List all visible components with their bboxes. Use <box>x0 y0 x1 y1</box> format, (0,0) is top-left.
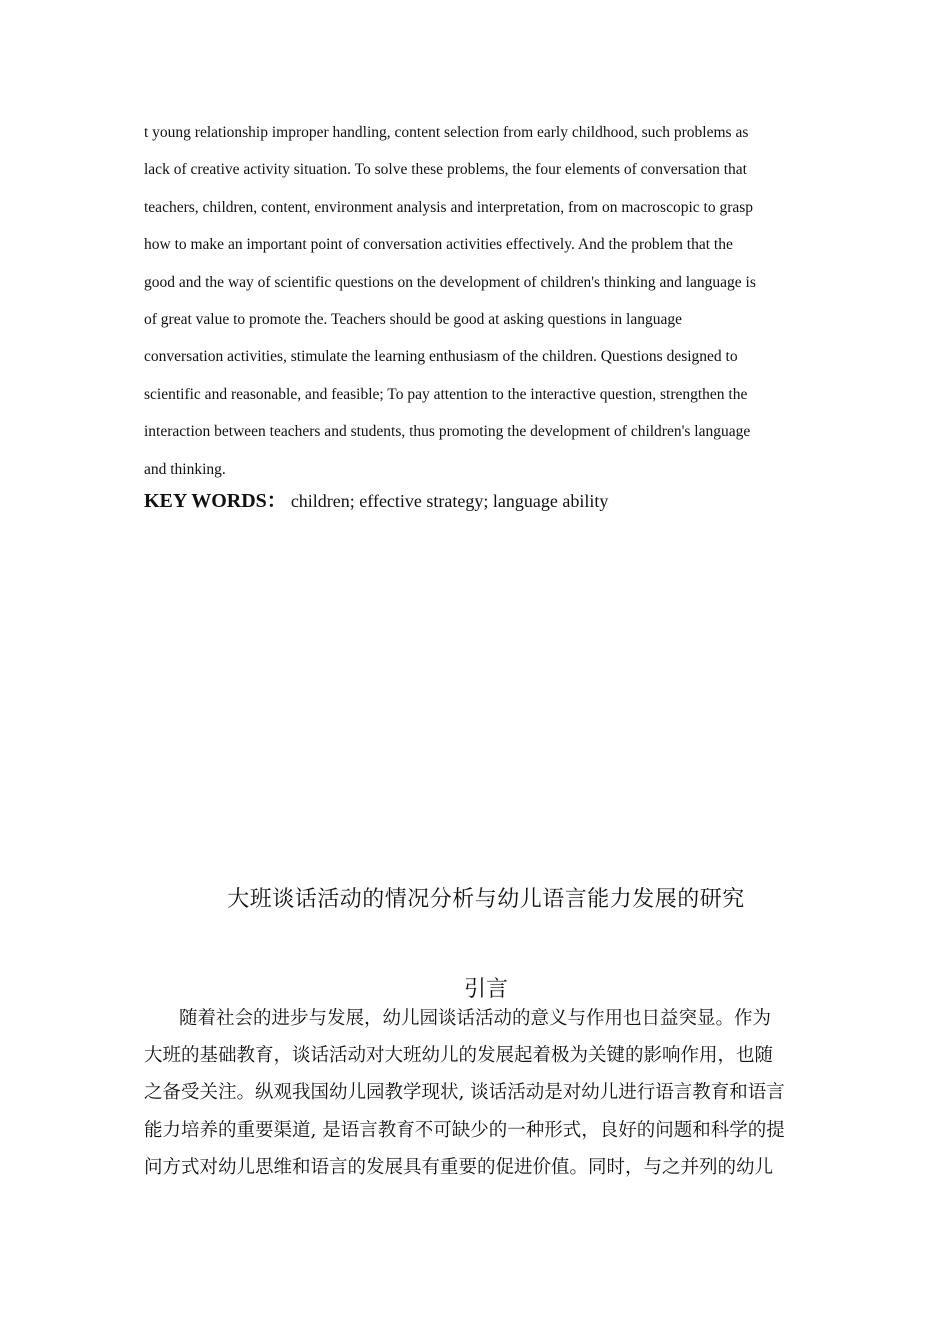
introduction-line: 能力培养的重要渠道, 是语言教育不可缺少的一种形式，良好的问题和科学的提 <box>144 1119 785 1141</box>
keywords-line <box>144 484 812 513</box>
abstract-line: teachers, children, content, environment analysis and interpretation, from on macroscopic to grasp <box>144 198 754 216</box>
abstract-line: t young relationship improper handling, content selection from early childhood, such problems as <box>144 124 749 141</box>
introduction-line: 随着社会的进步与发展，幼儿园谈话活动的意义与作用也日益突显。作为 <box>179 1008 772 1029</box>
introduction-line: 问方式对幼儿思维和语言的发展具有重要的促进价值。同时，与之并列的幼儿 <box>144 1156 774 1178</box>
abstract-line: and thinking. <box>144 460 226 478</box>
introduction-line: 之备受关注。纵观我国幼儿园教学现状, 谈话活动是对幼儿进行语言教育和语言 <box>144 1082 785 1104</box>
introduction-heading: 引言 <box>463 977 508 1002</box>
keywords-label: KEY WORDS： <box>144 490 287 512</box>
abstract-body <box>144 114 812 488</box>
keywords-text: children; effective strategy; language ability <box>290 491 609 511</box>
abstract-line: lack of creative activity situation. To solve these problems, the four elements of conversation that <box>144 161 747 179</box>
introduction-line: 大班的基础教育，谈话活动对大班幼儿的发展起着极为关键的影响作用，也随 <box>144 1045 774 1067</box>
abstract-line: conversation activities, stimulate the learning enthusiasm of the children. Questions designed to <box>144 348 738 366</box>
abstract-line: of great value to promote the. Teachers should be good at asking questions in language <box>144 311 682 329</box>
abstract-line: scientific and reasonable, and feasible; To pay attention to the interactive question, strengthen the <box>144 385 748 403</box>
paper-title: 大班谈话活动的情况分析与幼儿语言能力发展的研究 <box>227 887 745 912</box>
introduction-body <box>144 1000 812 1186</box>
abstract-line: good and the way of scientific questions on the development of children's thinking and language is <box>144 273 756 291</box>
abstract-line: how to make an important point of conversation activities effectively. And the problem that the <box>144 236 733 254</box>
abstract-line: interaction between teachers and students, thus promoting the development of children's language <box>144 423 751 441</box>
